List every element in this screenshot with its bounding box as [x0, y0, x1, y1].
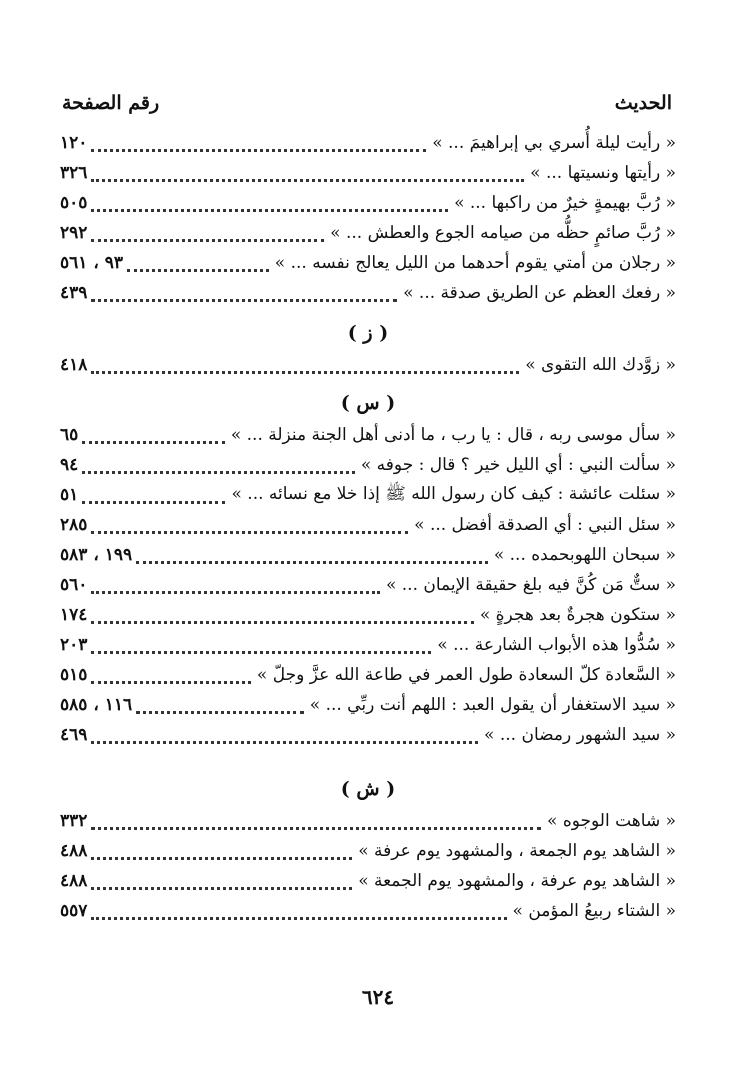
entry-page-number: ٦٥: [60, 425, 79, 445]
page-footer: [0, 985, 756, 1009]
entry-text: « زوَّدك الله التقوى »: [525, 355, 676, 375]
index-entry: [60, 188, 676, 218]
entry-text: « الشاهد يوم الجمعة ، والمشهود يوم عرفة »: [358, 841, 676, 861]
entry-page-number: ٥٥٧: [60, 901, 88, 921]
entry-page-number: ١١٦ ، ٥٨٥: [60, 695, 133, 715]
leader-dots: [91, 883, 352, 890]
entry-text: « السَّعادة كلّ السعادة طول العمر في طاعة الله عزَّ وجلّ »: [256, 665, 676, 685]
leader-dots: [91, 205, 448, 212]
entry-text: « سئل النبي : أي الصدقة أفضل ... »: [414, 515, 676, 535]
entry-text: « ستكون هجرةٌ بعد هجرةٍ »: [479, 605, 676, 625]
leader-dots: [91, 295, 397, 302]
index-entry: [60, 248, 676, 278]
leader-dots: [91, 853, 352, 860]
entry-page-number: ١٩٩ ، ٥٨٣: [60, 545, 133, 565]
index-entry: [60, 806, 676, 836]
index-entry: [60, 690, 676, 720]
leader-dots: [91, 367, 519, 374]
leader-dots: [82, 497, 225, 504]
entry-page-number: ٣٢٦: [60, 163, 88, 183]
entry-page-number: ٤٦٩: [60, 725, 88, 745]
index-entry: [60, 450, 676, 480]
entry-page-number: ٥١: [60, 485, 79, 505]
index-entry: [60, 350, 676, 380]
leader-dots: [91, 617, 473, 624]
leader-dots: [91, 527, 408, 534]
entry-text: « رفعك العظم عن الطريق صدقة ... »: [403, 283, 676, 303]
entry-text: « سئلت عائشة : كيف كان رسول الله ﷺ إذا خلا مع نسائه ... »: [231, 483, 676, 504]
leader-dots: [82, 467, 355, 474]
entry-text: « سبحان اللهوبحمده ... »: [493, 545, 676, 565]
index-entry: [60, 866, 676, 896]
entry-page-number: ٤١٨: [60, 355, 88, 375]
index-entry: [60, 540, 676, 570]
section-letter-heading: ( ش ): [340, 778, 396, 800]
entry-text: « سيد الاستغفار أن يقول العبد : اللهم أنت ربِّي ... »: [309, 695, 676, 715]
entry-text: « شاهت الوجوه »: [547, 811, 676, 831]
entry-text: « سُدُّوا هذه الأبواب الشارعة ... »: [437, 635, 676, 655]
hadith-index-list: [60, 128, 676, 926]
index-entry: [60, 420, 676, 450]
leader-dots: [91, 823, 541, 830]
leader-dots: [91, 677, 251, 684]
leader-dots: [91, 145, 426, 152]
entry-page-number: ٤٨٨: [60, 841, 88, 861]
section-letter-heading: ( ز ): [347, 322, 389, 344]
entry-page-number: ٥١٥: [60, 665, 88, 685]
entry-page-number: ٩٣ ، ٥٦١: [60, 253, 123, 273]
entry-text: « ستٌّ مَن كُنَّ فيه بلغ حقيقة الإيمان ... »: [385, 575, 676, 595]
section-letter-heading: ( س ): [340, 392, 396, 414]
index-entry: [60, 630, 676, 660]
leader-dots: [91, 737, 478, 744]
index-entry: [60, 660, 676, 690]
entry-text: « سيد الشهور رمضان ... »: [484, 725, 676, 745]
index-entry: [60, 510, 676, 540]
index-entry: [60, 158, 676, 188]
entry-page-number: ١٢٠: [60, 133, 88, 153]
entry-text: « رُبَّ صائمٍ حظُّه من صيامه الجوع والعطش ... »: [330, 223, 676, 243]
index-entry: [60, 570, 676, 600]
leader-dots: [91, 235, 324, 242]
entry-text: « الشتاء ربيعُ المؤمن »: [512, 901, 676, 921]
entry-page-number: ٥٦٠: [60, 575, 88, 595]
leader-dots: [127, 265, 269, 272]
entry-page-number: ٣٣٢: [60, 811, 88, 831]
entry-text: « رأيت ليلة أُسري بي إبراهيمَ ... »: [432, 133, 676, 153]
entry-text: « رُبَّ بهيمةٍ خيرٌ من راكبها ... »: [454, 193, 676, 213]
index-entry: [60, 836, 676, 866]
entry-text: « سأل موسى ربه ، قال : يا رب ، ما أدنى أهل الجنة منزلة ... »: [230, 425, 676, 445]
leader-dots: [136, 557, 488, 564]
entry-page-number: ١٧٤: [60, 605, 88, 625]
leader-dots: [82, 437, 225, 444]
entry-page-number: ٢٠٣: [60, 635, 88, 655]
header-hadith: الحديث: [614, 92, 672, 114]
leader-dots: [91, 647, 431, 654]
entry-page-number: ٢٩٢: [60, 223, 88, 243]
index-entry: [60, 128, 676, 158]
entry-page-number: ٥٠٥: [60, 193, 88, 213]
index-entry: [60, 720, 676, 750]
entry-text: « رأيتها ونسيتها ... »: [530, 163, 676, 183]
footer-page-number: ٦٢٤: [361, 985, 395, 1009]
entry-page-number: ٢٨٥: [60, 515, 88, 535]
entry-text: « سألت النبي : أي الليل خير ؟ قال : جوفه »: [360, 455, 676, 475]
leader-dots: [136, 707, 304, 714]
index-entry: [60, 480, 676, 510]
leader-dots: [91, 913, 506, 920]
leader-dots: [91, 587, 380, 594]
entry-page-number: ٤٣٩: [60, 283, 88, 303]
leader-dots: [91, 175, 524, 182]
entry-page-number: ٤٨٨: [60, 871, 88, 891]
entry-text: « رجلان من أمتي يقوم أحدهما من الليل يعالج نفسه ... »: [274, 253, 676, 273]
index-entry: [60, 278, 676, 308]
column-header: [62, 92, 672, 114]
entry-page-number: ٩٤: [60, 455, 79, 475]
index-entry: [60, 600, 676, 630]
index-entry: [60, 218, 676, 248]
index-entry: [60, 896, 676, 926]
header-page-number: رقم الصفحة: [62, 92, 160, 114]
entry-text: « الشاهد يوم عرفة ، والمشهود يوم الجمعة »: [358, 871, 676, 891]
